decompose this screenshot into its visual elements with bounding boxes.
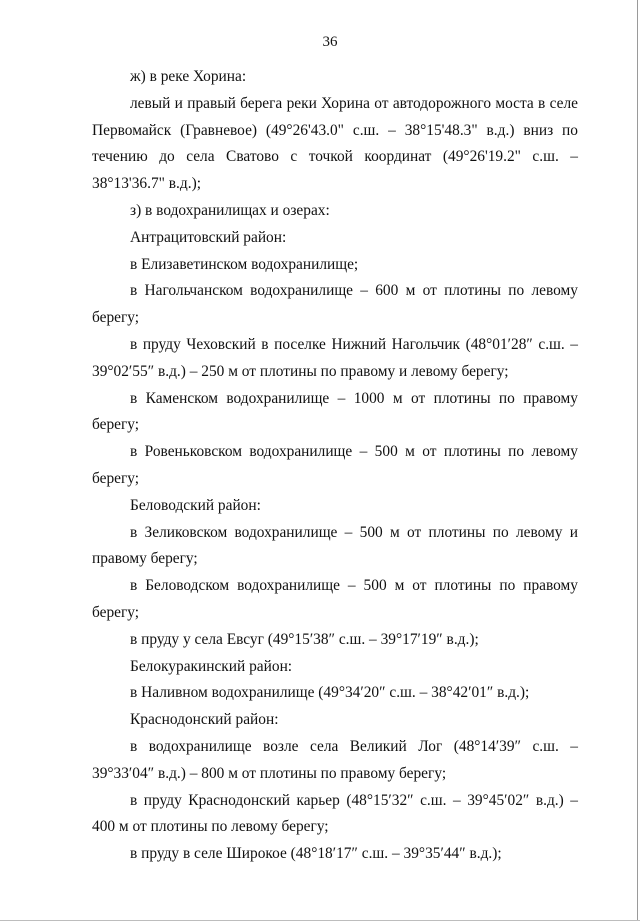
document-body bbox=[92, 64, 578, 868]
district-antratsitovsky: Антрацитовский район: bbox=[130, 228, 287, 246]
district-belokurakinsky: Белокуракинский район: bbox=[130, 657, 293, 675]
district-krasnodonsky: Краснодонский район: bbox=[130, 711, 279, 729]
paragraph-belovodskoe: в Беловодском водохранилище – 500 м от плотины по правому берегу; bbox=[92, 577, 578, 621]
page-edge-right bbox=[637, 0, 638, 921]
paragraph-evsug-pond: в пруду у села Евсуг (49°15′38″ с.ш. – 39°17′19″ в.д.); bbox=[130, 630, 479, 648]
page-number: 36 bbox=[322, 34, 338, 50]
paragraph-krasnodonsky-karier: в пруду Краснодонский карьер (48°15′32″ с.ш. – 39°45′02″ в.д.) – 400 м от плотины по левому берегу; bbox=[92, 791, 578, 836]
paragraph-heading-reservoirs: з) в водохранилищах и озерах: bbox=[130, 201, 330, 219]
paragraph-heading-river-khorina: ж) в реке Хорина: bbox=[130, 68, 247, 85]
paragraph-elizavetinskoe: в Елизаветинском водохранилище; bbox=[130, 255, 359, 273]
paragraph-veliky-log: в водохранилище возле села Великий Лог (48°14′39″ с.ш. – 39°33′04″ в.д.) – 800 м от плотины по правому берегу; bbox=[92, 737, 578, 782]
paragraph-zelikovskoe: в Зеликовском водохранилище – 500 м от плотины по левому и правому берегу; bbox=[92, 523, 578, 568]
paragraph-nalivnoe: в Наливном водохранилище (49°34′20″ с.ш. – 38°42′01″ в.д.); bbox=[130, 684, 530, 702]
paragraph-chekhovsky-pond: в пруду Чеховский в поселке Нижний Нагольчик (48°01′28″ с.ш. – 39°02′55″ в.д.) – 250 м от плотины по правому и левому берегу; bbox=[92, 335, 578, 380]
paragraph-nagolchanskoe: в Нагольчанском водохранилище – 600 м от плотины по левому берегу; bbox=[92, 282, 578, 327]
paragraph-khorina-banks: левый и правый берега реки Хорина от автодорожного моста в селе Первомайск (Гравневое) (49°26'43.0" с.ш. – 38°15'48.3" в.д.) вниз по течению до села Сватово с точкой координат (49°26'19.2" с.ш. – 38°13'36.7" в.д.); bbox=[92, 94, 578, 193]
paragraph-kamenskoe: в Каменском водохранилище – 1000 м от плотины по правому берегу; bbox=[92, 389, 578, 434]
district-belovodsky: Беловодский район: bbox=[130, 496, 261, 514]
paragraph-shirokoe-pond: в пруду в селе Широкое (48°18′17″ с.ш. – 39°35′44″ в.д.); bbox=[130, 845, 502, 863]
paragraph-rovenkovskoe: в Ровеньковском водохранилище – 500 м от плотины по левому берегу; bbox=[92, 443, 578, 487]
